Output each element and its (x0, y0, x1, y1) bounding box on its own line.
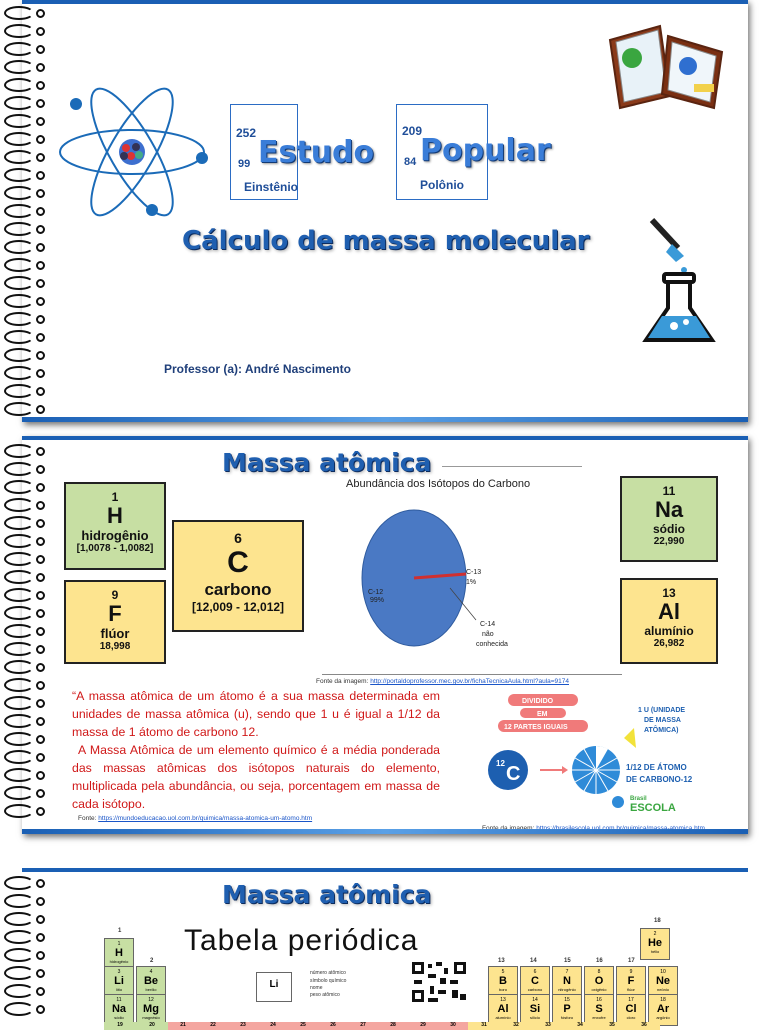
spiral-ring (4, 480, 34, 494)
spiral-ring (4, 384, 34, 398)
pie-title: Abundância dos Isótopos do Carbono (346, 478, 531, 490)
source-definition: Fonte: https://mundoeducacao.uol.com.br/quimica/massa-atomica-um-atomo.htm (78, 815, 313, 822)
spiral-ring (4, 660, 34, 674)
group-header-15: 15 (564, 958, 571, 964)
spiral-hole (36, 483, 45, 492)
isotope-symbol: C (506, 763, 521, 785)
element-b: 5 B boro (488, 966, 518, 998)
spiral-hole (36, 609, 45, 618)
spiral-hole (36, 279, 45, 288)
spiral-ring (4, 132, 34, 146)
period-4-cell: 26 (318, 1022, 348, 1030)
spiral-hole (36, 9, 45, 18)
unit-line-3: ATÔMICA) (644, 727, 679, 734)
spiral-hole (36, 717, 45, 726)
spiral-ring (4, 768, 34, 782)
spiral-ring (4, 552, 34, 566)
polonium-number: 84 (404, 156, 417, 168)
spiral-ring (4, 966, 34, 980)
spiral-ring (4, 930, 34, 944)
spiral-hole (36, 207, 45, 216)
spiral-ring (4, 588, 34, 602)
periodic-table-title: Tabela periódica (184, 924, 419, 957)
spiral-hole (36, 447, 45, 456)
spiral-hole (36, 225, 45, 234)
spiral-ring (4, 624, 34, 638)
spiral-hole (36, 1005, 45, 1014)
period-4-cell: 28 (378, 1022, 408, 1030)
spiral-ring (4, 222, 34, 236)
spiral-ring (4, 1002, 34, 1016)
atomic-mass-slide (22, 436, 748, 834)
spiral-hole (36, 351, 45, 360)
spiral-ring (4, 6, 34, 20)
spiral-ring (4, 948, 34, 962)
isotope-mass: 12 (496, 759, 505, 768)
definition-paragraph-1: “A massa atômica de um átomo é a sua massa determinada em unidades de massa atômica (u), sendo que 1 u é igual a 1/12 da massa de 1 átomo de carbono 12. (72, 689, 440, 739)
polonium-mass: 209 (402, 124, 423, 138)
spiral-hole (36, 753, 45, 762)
spiral-ring (4, 804, 34, 818)
period-4-cell: 27 (348, 1022, 378, 1030)
spiral-hole (36, 771, 45, 780)
spiral-ring (4, 894, 34, 908)
spiral-ring (4, 876, 34, 890)
group-header-2: 2 (150, 958, 154, 964)
heading-rule (442, 466, 582, 467)
legend-key-box: Li (256, 972, 292, 1002)
period-4-strip (104, 1022, 678, 1030)
isotope-pie-chart (342, 496, 562, 666)
element-si: 14 Si silício (520, 994, 550, 1026)
fraction-line-2: DE CARBONO-12 (626, 775, 693, 784)
spiral-hole (36, 591, 45, 600)
element-ar: 18 Ar argônio (648, 994, 678, 1026)
period-4-cell: 20 (136, 1022, 168, 1030)
slide-bottom-bar (22, 417, 748, 422)
spiral-hole (36, 537, 45, 546)
legend-mass: peso atômico (310, 992, 340, 998)
slide-heading: Massa atômica (222, 448, 432, 477)
element-c: 6 C carbono (520, 966, 550, 998)
spiral-hole (36, 27, 45, 36)
qr-code-icon (410, 960, 468, 1004)
element-card-sodium: 11 Na sódio 22,990 (620, 476, 718, 562)
spiral-hole (36, 897, 45, 906)
cover-slide (22, 0, 748, 422)
badge-line-3: 12 PARTES IGUAIS (504, 724, 568, 731)
pie-label-c13-name: C-13 (466, 569, 482, 576)
element-n: 7 N nitrogênio (552, 966, 582, 998)
spiral-ring (4, 732, 34, 746)
spiral-ring (4, 114, 34, 128)
period-4-cell: 33 (532, 1022, 564, 1030)
spiral-ring (4, 786, 34, 800)
spiral-hole (36, 501, 45, 510)
polonium-name: Polônio (420, 178, 464, 192)
element-card-aluminium: 13 Al alumínio 26,982 (620, 578, 718, 664)
spiral-hole (36, 681, 45, 690)
spiral-ring (4, 444, 34, 458)
source-definition-link[interactable]: https://mundoeducacao.uol.com.br/quimica/massa-atomica-um-atomo.htm (98, 815, 313, 822)
spiral-ring (4, 606, 34, 620)
period-4-cell: 21 (168, 1022, 198, 1030)
einsteinium-name: Einstênio (244, 180, 299, 194)
group-header-16: 16 (596, 958, 603, 964)
spiral-hole (36, 519, 45, 528)
period-4-cell: 36 (628, 1022, 660, 1030)
spiral-ring (4, 678, 34, 692)
spiral-ring (4, 96, 34, 110)
element-na: 11 Na sódio (104, 994, 134, 1026)
spiral-ring (4, 750, 34, 764)
element-card-fluorine: 9 F flúor 18,998 (64, 580, 166, 664)
spiral-ring (4, 276, 34, 290)
spiral-hole (36, 987, 45, 996)
spiral-ring (4, 150, 34, 164)
legend-name: nome (310, 985, 323, 991)
element-h: 1 H hidrogênio (104, 938, 134, 970)
definition-text (72, 687, 440, 813)
spiral-ring (4, 984, 34, 998)
spiral-hole (36, 153, 45, 162)
brand-word-estudo: Estudo (258, 135, 375, 170)
spiral-hole (36, 243, 45, 252)
pie-label-c14-name: C-14 (480, 621, 496, 628)
element-o: 8 O oxigênio (584, 966, 614, 998)
pie-label-c12-name: C-12 (368, 589, 384, 596)
logo-line-1: Brasil (630, 796, 647, 802)
element-be: 4 Be berílio (136, 966, 166, 998)
element-al: 13 Al alumínio (488, 994, 518, 1026)
period-4-cell: 31 (468, 1022, 500, 1030)
group-header-17: 17 (628, 958, 635, 964)
spiral-ring (4, 204, 34, 218)
element-s: 16 S enxofre (584, 994, 614, 1026)
fraction-line-1: 1/12 DE ÁTOMO (626, 763, 687, 772)
spiral-hole (36, 789, 45, 798)
unit-line-2: DE MASSA (644, 717, 681, 724)
atom-icon (52, 92, 212, 217)
spiral-hole (36, 663, 45, 672)
spiral-ring (4, 402, 34, 416)
spiral-hole (36, 297, 45, 306)
spiral-hole (36, 627, 45, 636)
badge-line-1: DIVIDIDO (522, 698, 554, 705)
element-p: 15 P fósforo (552, 994, 582, 1026)
period-4-cell: 35 (596, 1022, 628, 1030)
pie-label-c13-value: 1% (466, 579, 477, 586)
spiral-hole (36, 369, 45, 378)
einsteinium-mass: 252 (236, 126, 257, 140)
pie-label-c12-value: 99% (370, 597, 385, 604)
spiral-hole (36, 735, 45, 744)
spiral-ring (4, 912, 34, 926)
spiral-ring (4, 78, 34, 92)
unit-line-1: 1 U (UNIDADE (638, 707, 686, 714)
spiral-hole (36, 951, 45, 960)
pie-rule (322, 674, 622, 675)
period-4-cell: 29 (408, 1022, 438, 1030)
spiral-ring (4, 714, 34, 728)
spiral-hole (36, 99, 45, 108)
spiral-ring (4, 516, 34, 530)
spiral-hole (36, 81, 45, 90)
period-4-cell: 34 (564, 1022, 596, 1030)
spiral-ring (4, 258, 34, 272)
period-4-cell: 23 (228, 1022, 258, 1030)
spiral-hole (36, 645, 45, 654)
element-f: 9 F flúor (616, 966, 646, 998)
spiral-hole (36, 333, 45, 342)
spiral-ring (4, 240, 34, 254)
spiral-ring (4, 186, 34, 200)
spiral-ring (4, 498, 34, 512)
definition-paragraph-2: A Massa Atômica de um elemento químico é a média ponderada das massas atômicas dos isótopos naturais do elemento, multiplicada pela abundância, ou seja, porcentagem em massa de cada isótopo. (72, 743, 440, 811)
spiral-hole (36, 465, 45, 474)
spiral-hole (36, 171, 45, 180)
carbon-division-infographic (458, 690, 726, 830)
spiral-hole (36, 555, 45, 564)
spiral-ring (4, 330, 34, 344)
spiral-hole (36, 63, 45, 72)
spiral-ring (4, 294, 34, 308)
spiral-hole (36, 135, 45, 144)
period-4-cell: 32 (500, 1022, 532, 1030)
element-mg: 12 Mg magnésio (136, 994, 166, 1026)
spiral-hole (36, 405, 45, 414)
spiral-ring (4, 462, 34, 476)
spiral-ring (4, 642, 34, 656)
spiral-ring (4, 168, 34, 182)
page-title: Cálculo de massa molecular (182, 226, 590, 256)
periodic-table-slide (22, 868, 748, 1028)
spiral-hole (36, 573, 45, 582)
group-header-18: 18 (654, 918, 661, 924)
legend-number: número atômico (310, 970, 346, 976)
brand-word-popular: Popular (420, 133, 551, 168)
spiral-ring (4, 696, 34, 710)
spiral-hole (36, 807, 45, 816)
slide-bottom-bar (22, 829, 748, 834)
pie-label-c14-value-a: não (482, 631, 494, 638)
period-4-cell: 25 (288, 1022, 318, 1030)
element-card-hydrogen: 1 H hidrogênio [1,0078 - 1,0082] (64, 482, 166, 570)
book-logo-icon (602, 18, 742, 113)
spiral-ring (4, 348, 34, 362)
spiral-ring (4, 24, 34, 38)
spiral-ring (4, 42, 34, 56)
spiral-hole (36, 387, 45, 396)
spiral-ring (4, 312, 34, 326)
logo-line-2: ESCOLA (630, 802, 676, 814)
spiral-hole (36, 699, 45, 708)
spiral-hole (36, 969, 45, 978)
period-4-cell: 30 (438, 1022, 468, 1030)
spiral-hole (36, 189, 45, 198)
spiral-hole (36, 45, 45, 54)
spiral-hole (36, 315, 45, 324)
badge-line-2: EM (537, 711, 548, 718)
spiral-hole (36, 117, 45, 126)
element-card-carbon: 6 C carbono [12,009 - 12,012] (172, 520, 304, 632)
pie-label-c14-value-b: conhecida (476, 641, 508, 648)
professor-name: Professor (a): André Nascimento (164, 362, 351, 376)
spiral-ring (4, 366, 34, 380)
einsteinium-number: 99 (238, 158, 251, 170)
spiral-hole (36, 879, 45, 888)
element-li: 3 Li lítio (104, 966, 134, 998)
spiral-ring (4, 60, 34, 74)
spiral-hole (36, 915, 45, 924)
spiral-ring (4, 534, 34, 548)
period-4-cell: 19 (104, 1022, 136, 1030)
slide-heading: Massa atômica (222, 880, 432, 909)
source-pie-link[interactable]: http://portaldoprofessor.mec.gov.br/fichaTecnicaAula.html?aula=9174 (370, 678, 569, 685)
element-ne: 10 Ne neônio (648, 966, 678, 998)
source-pie: Fonte da imagem: http://portaldoprofessor.mec.gov.br/fichaTecnicaAula.html?aula=9174 (316, 678, 569, 685)
element-he: 2 He hélio (640, 928, 670, 960)
group-header-1: 1 (118, 928, 122, 934)
period-4-cell: 24 (258, 1022, 288, 1030)
period-4-cell: 22 (198, 1022, 228, 1030)
group-header-13: 13 (498, 958, 505, 964)
flask-icon (622, 212, 722, 352)
element-cl: 17 Cl cloro (616, 994, 646, 1026)
spiral-hole (36, 261, 45, 270)
group-header-14: 14 (530, 958, 537, 964)
spiral-ring (4, 570, 34, 584)
spiral-hole (36, 933, 45, 942)
legend-symbol: símbolo químico (310, 978, 347, 984)
